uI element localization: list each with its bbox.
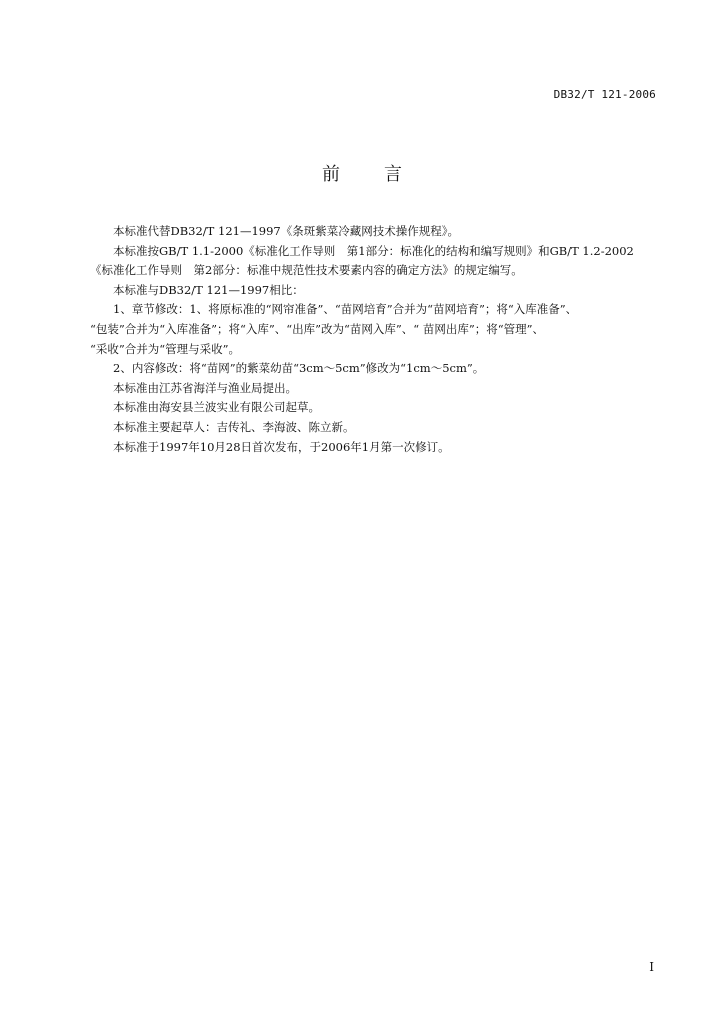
page-number: I xyxy=(649,960,654,974)
page-title: 前言 xyxy=(322,164,446,185)
paragraph-proposed-by: 本标准由江苏省海洋与渔业局提出。 xyxy=(113,380,297,395)
paragraph-chapter-changes-cont-1: “包装”合并为“入库准备”；将“入库”、“出库”改为“苗网入库”、“ 苗网出库”；将“管理”、 xyxy=(90,321,544,336)
paragraph-content-changes: 2、内容修改：将“苗网”的紫菜幼苗“3cm～5cm”修改为“1cm～5cm”。 xyxy=(113,361,485,376)
paragraph-chapter-changes: 1、章节修改：1、将原标准的“网帘准备”、“苗网培育”合并为“苗网培育”；将“入库准备”、 xyxy=(113,302,578,317)
paragraph-chapter-changes-cont-2: “采收”合并为“管理与采收”。 xyxy=(90,341,241,356)
paragraph-drafting-basis-cont: 《标准化工作导则 第2部分：标准中规范性技术要素内容的确定方法》的规定编写。 xyxy=(90,263,523,278)
paragraph-comparison: 本标准与DB32/T 121—1997相比： xyxy=(113,282,304,297)
document-code: DB32/T 121-2006 xyxy=(553,88,656,101)
paragraph-replaces: 本标准代替DB32/T 121—1997《条斑紫菜冷藏网技术操作规程》。 xyxy=(113,224,459,238)
paragraph-drafting-basis: 本标准按GB/T 1.1-2000《标准化工作导则 第1部分：标准化的结构和编写规则》和GB/T 1.2-2002 xyxy=(113,243,634,258)
paragraph-issue-history: 本标准于1997年10月28日首次发布，于2006年1月第一次修订。 xyxy=(113,439,450,454)
paragraph-drafted-by: 本标准由海安县兰波实业有限公司起草。 xyxy=(113,400,320,415)
paragraph-main-drafters: 本标准主要起草人：吉传礼、李海波、陈立新。 xyxy=(113,419,355,434)
document-body xyxy=(90,222,656,457)
